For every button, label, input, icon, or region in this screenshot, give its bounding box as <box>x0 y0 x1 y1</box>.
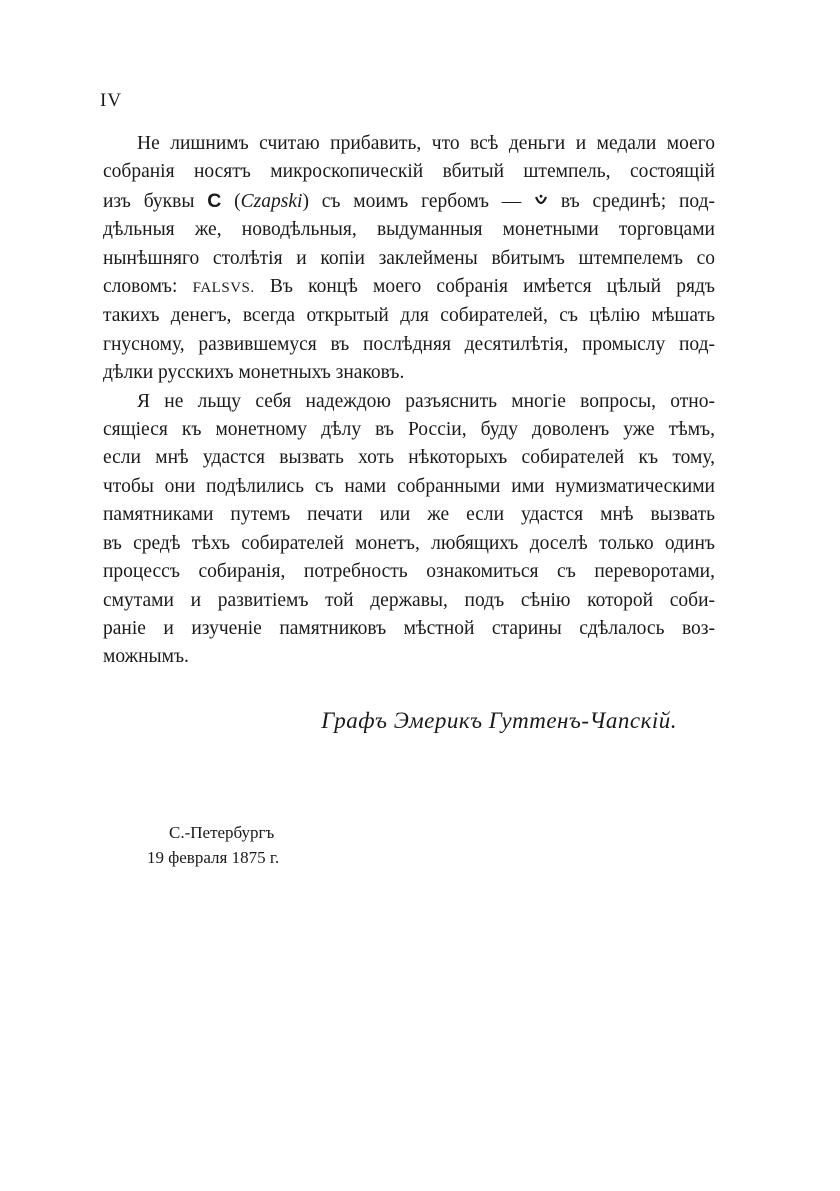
line-6-suffix: Въ концѣ моего собранія имѣется цѣлый рядъ <box>254 276 715 298</box>
page-number: IV <box>100 90 123 111</box>
paragraph-2-line-5: памятниками путемъ печати или же если удастся мнѣ вызвать <box>103 504 715 526</box>
paragraph-2-line-1: Я не льщу себя надеждою разъяснить многіе вопросы, отно- <box>137 390 715 412</box>
paragraph-2-line-3: если мнѣ удастся вызвать хоть нѣкоторыхъ собирателей къ тому, <box>103 447 715 469</box>
paragraph-1-line-3 <box>103 187 715 216</box>
paragraph-1-line-6 <box>103 273 715 302</box>
dateline-place: С.-Петербургъ <box>169 823 275 842</box>
stamp-letter-c: C <box>207 189 222 212</box>
paragraph-2-line-9: раніе и изученіе памятниковъ мѣстной старины сдѣлалось воз- <box>103 617 715 639</box>
line-3-middle: ) съ моимъ гербомъ — <box>302 190 535 212</box>
paragraph-1 <box>103 130 715 388</box>
body-text <box>103 130 715 672</box>
paragraph-2-line-4: чтобы они подѣлились съ нами собранными ими нумизматическими <box>103 475 715 497</box>
paragraph-1-line-9: дѣлки русскихъ монетныхъ знаковъ. <box>103 362 405 384</box>
line-3-paren-open: ( <box>221 190 241 212</box>
line-6-prefix: словомъ: <box>103 276 193 298</box>
dateline-date: 19 февраля 1875 г. <box>147 848 280 867</box>
paragraph-1-line-5: нынѣшняго столѣтія и копіи заклеймены вбитымъ штемпелемъ со <box>103 247 715 269</box>
paragraph-1-line-2: собранія носятъ микроскопическій вбитый штемпель, состоящій <box>103 161 715 183</box>
paragraph-2-line-2: сящіеся къ монетному дѣлу въ Россіи, буду доволенъ уже тѣмъ, <box>103 419 715 441</box>
paragraph-2-line-8: смутами и развитіемъ той державы, подъ сѣнію которой соби- <box>103 589 715 611</box>
paragraph-1-line-8: гнусному, развившемуся въ послѣдняя десятилѣтія, промыслу под- <box>103 333 715 355</box>
paragraph-1-line-4: дѣльныя же, новодѣльныя, выдуманныя монетными торговцами <box>103 219 715 241</box>
paragraph-1-line-7: такихъ денегъ, всегда открытый для собирателей, съ цѣлію мѣшать <box>103 305 715 327</box>
line-3-suffix: въ срединѣ; под- <box>548 190 715 212</box>
paragraph-1-line-1: Не лишнимъ считаю прибавить, что всѣ деньги и медали моего <box>137 133 715 154</box>
author-signature: Графъ Эмерикъ Гуттенъ-Чапскій. <box>321 708 677 733</box>
paragraph-2 <box>103 388 715 672</box>
paragraph-2-line-10: можнымъ. <box>103 646 189 668</box>
paragraph-2-line-6: въ средѣ тѣхъ собирателей монетъ, любящихъ доселѣ только одинъ <box>103 532 715 554</box>
line-3-prefix: изъ буквы <box>103 190 208 212</box>
czapski-word: Czapski <box>240 190 303 212</box>
falsus-word: FALSVS. <box>192 280 255 297</box>
coat-of-arms-stamp-icon <box>534 189 548 203</box>
paragraph-2-line-7: процессъ собиранія, потребность ознакомиться съ переворотами, <box>103 561 715 583</box>
dateline <box>147 820 279 870</box>
